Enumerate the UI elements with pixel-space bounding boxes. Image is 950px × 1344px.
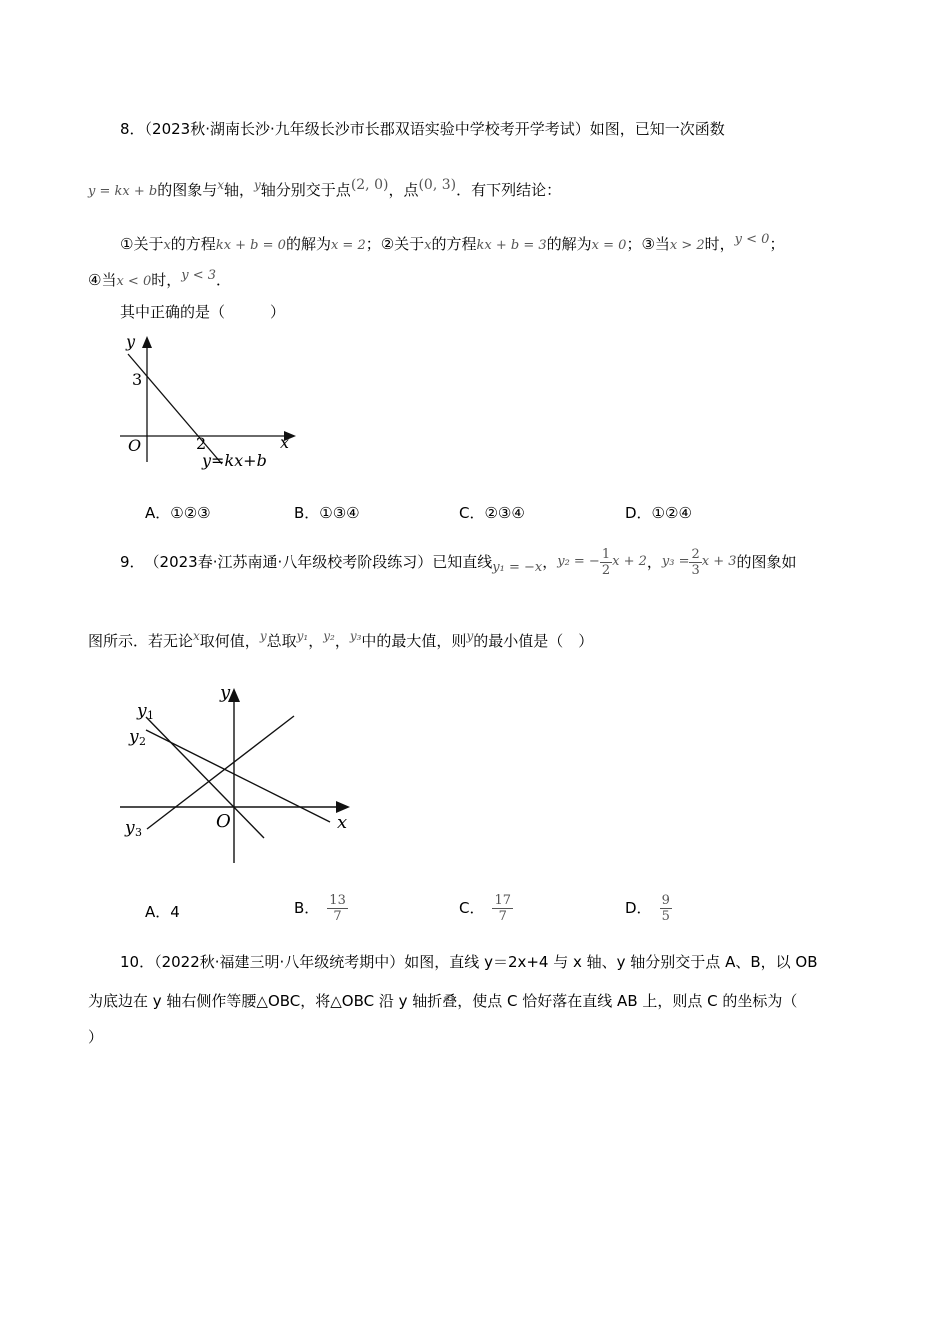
q9-text: 取何值， xyxy=(199,632,260,650)
y3-label: y xyxy=(125,818,135,838)
fraction-denominator: 7 xyxy=(492,908,513,924)
q9-eq-y2: y₂ = − xyxy=(557,554,600,569)
q10-line1: 10．（2022秋·福建三明·八年级统考期中）如图，直线 y＝2x+4 与 x 轴、y 轴分别交于点 A、B，以 OB xyxy=(120,953,818,971)
q8-math: y < 0 xyxy=(734,232,770,247)
y-label: y xyxy=(126,332,136,351)
fraction-numerator: 9 xyxy=(661,892,670,908)
q9-math: y₃ xyxy=(349,629,362,643)
q8-function-eq: y = kx + b xyxy=(88,184,158,199)
q8-option-d[interactable]: D．①②④ xyxy=(625,504,692,522)
q8-point-1: (2, 0) xyxy=(350,177,389,193)
x-label: x xyxy=(337,812,348,833)
q8-text: 时， xyxy=(151,271,182,289)
q9-text: ， xyxy=(542,553,558,571)
q9-text: 总取 xyxy=(266,632,297,650)
option-fraction xyxy=(492,893,513,924)
q10-line3: ） xyxy=(88,1028,104,1046)
q9-fraction-2-3 xyxy=(689,547,701,578)
q9-number: 9． xyxy=(120,553,145,571)
q8-text: 轴， xyxy=(224,181,255,199)
q8-source: （2023秋·湖南长沙·九年级长沙市长郡双语实验中学校考开学考试）如图，已知一次函数 xyxy=(144,120,725,138)
q8-point-2: (0, 3) xyxy=(418,177,457,193)
q8-option-b[interactable]: B．①③④ xyxy=(294,504,360,522)
q8-option-a[interactable]: A．①②③ xyxy=(145,504,211,522)
intercept-2-label: 2 xyxy=(196,434,207,453)
y2-label: y xyxy=(129,727,139,747)
q8-conclusions-line xyxy=(120,230,784,256)
q9-option-d[interactable] xyxy=(625,886,672,930)
q9-text: ， xyxy=(646,553,662,571)
q8-text: ； xyxy=(769,235,785,253)
q9-text: 的图象如 xyxy=(736,553,797,571)
line-y1 xyxy=(146,717,264,838)
q9-option-a[interactable]: A．4 xyxy=(145,903,180,921)
q9-option-b[interactable] xyxy=(294,886,348,930)
q9-text: 的最小值是（ ） xyxy=(473,632,594,650)
option-label: C． xyxy=(459,899,485,917)
q8-text: 的解为 xyxy=(285,235,331,253)
q9-text: ， xyxy=(308,632,324,650)
q8-text: ． xyxy=(216,271,232,289)
q9-eq-y2-rhs: x + 2 xyxy=(612,554,647,569)
q8-math: x = 0 xyxy=(591,238,627,253)
q8-text: ④当 xyxy=(88,271,117,289)
option-fraction xyxy=(327,893,348,924)
q9-math: y₁ xyxy=(296,629,309,643)
q8-math: x xyxy=(163,238,171,253)
y2-subscript: 2 xyxy=(139,735,146,748)
q8-text: 的图象与 xyxy=(157,181,218,199)
y3-subscript: 3 xyxy=(135,826,142,839)
fraction-denominator: 7 xyxy=(327,908,348,924)
y-label: y xyxy=(220,682,231,703)
q8-text: 时， xyxy=(704,235,735,253)
q8-math: y < 3 xyxy=(181,268,217,283)
q8-text: 的方程 xyxy=(431,235,477,253)
option-label: D． xyxy=(625,899,652,917)
q8-ask: 其中正确的是（ ） xyxy=(120,303,286,321)
q8-text: 的解为 xyxy=(546,235,592,253)
q9-eq-y3: y₃ = xyxy=(661,554,690,569)
origin-label: O xyxy=(128,436,142,455)
q8-text: ，点 xyxy=(388,181,419,199)
q8-text: 的方程 xyxy=(170,235,216,253)
q8-text: 轴分别交于点 xyxy=(260,181,351,199)
q8-header xyxy=(120,119,725,139)
option-fraction xyxy=(660,893,672,924)
q9-line2 xyxy=(88,626,593,651)
fraction-denominator: 5 xyxy=(661,908,670,924)
fraction-numerator: 13 xyxy=(329,892,346,908)
q8-math: x = 2 xyxy=(330,238,366,253)
q8-y-var: y xyxy=(254,178,261,192)
fraction-denominator: 3 xyxy=(691,562,700,578)
q8-math: x xyxy=(424,238,432,253)
q9-text: 中的最大值，则 xyxy=(361,632,467,650)
y1-subscript: 1 xyxy=(147,709,154,722)
q8-text: ①关于 xyxy=(120,235,164,253)
fraction-denominator: 2 xyxy=(601,562,611,578)
q9-text: 图所示．若无论 xyxy=(88,632,194,650)
y-axis-arrow-icon xyxy=(142,336,152,348)
q9-fraction-1-2 xyxy=(600,547,612,578)
q9-text: ， xyxy=(334,632,350,650)
fraction-numerator: 17 xyxy=(494,892,512,908)
q9-math: y₂ xyxy=(323,629,335,643)
function-label: y=kx+b xyxy=(202,451,267,470)
q10-line2: 为底边在 y 轴右侧作等腰△OBC，将△OBC 沿 y 轴折叠，使点 C 恰好落在直线 AB 上，则点 C 的坐标为（ xyxy=(88,992,798,1010)
q8-number: 8． xyxy=(120,120,145,138)
fraction-numerator: 2 xyxy=(691,546,700,562)
q8-conclusion-4 xyxy=(88,266,231,292)
q8-text: ；②关于 xyxy=(365,235,425,253)
q8-math: kx + b = 0 xyxy=(215,238,286,253)
intercept-3-label: 3 xyxy=(132,370,143,389)
q8-math: x > 2 xyxy=(669,238,705,253)
q8-text: ．有下列结论： xyxy=(456,181,562,199)
x-label: x xyxy=(280,433,290,452)
q9-math: y xyxy=(466,629,474,643)
q9-option-c[interactable] xyxy=(459,886,513,930)
q8-line2 xyxy=(88,175,561,202)
q9-header xyxy=(120,540,797,584)
q8-x-var: x xyxy=(217,178,224,192)
q9-math: x xyxy=(193,629,200,643)
q8-option-c[interactable]: C．②③④ xyxy=(459,504,525,522)
option-label: B． xyxy=(294,899,320,917)
origin-label: O xyxy=(216,811,231,832)
q8-text: ；③当 xyxy=(626,235,670,253)
q9-eq-y1: y₁ = −x xyxy=(492,560,543,575)
q8-math: x < 0 xyxy=(116,274,152,289)
q9-graph xyxy=(110,676,370,868)
y1-label: y xyxy=(137,701,147,721)
q9-eq-y3-rhs: x + 3 xyxy=(701,554,737,569)
q9-source: （2023春·江苏南通·八年级校考阶段练习）已知直线 xyxy=(144,553,493,571)
q8-graph xyxy=(112,330,312,475)
fraction-numerator: 1 xyxy=(601,546,611,562)
q8-math: kx + b = 3 xyxy=(476,238,547,253)
q9-math: y xyxy=(259,629,267,643)
